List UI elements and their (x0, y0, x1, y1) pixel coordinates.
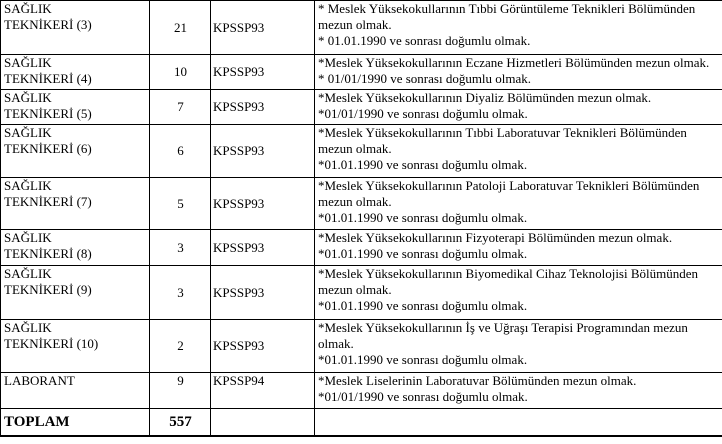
quantity-value: 10 (174, 64, 187, 79)
requirement-line: *Meslek Yüksekokullarının Diyaliz Bölümünden mezun olmak. (318, 90, 652, 105)
position-title-line2: TEKNİKERİ (4) (4, 71, 92, 86)
code-cell (211, 178, 315, 230)
quantity-cell (150, 125, 211, 178)
position-title-line1: SAĞLIK (4, 90, 52, 105)
position-title-cell (1, 1, 150, 55)
quantity-value: 9 (177, 373, 184, 388)
requirement-line: *Meslek Yüksekokullarının Tıbbi Laboratuvar Teknikleri Bölümünden (318, 125, 687, 140)
requirement-line: *01.01.1990 ve sonrası doğumlu olmak. (318, 210, 528, 225)
requirement-line: *Meslek Yüksekokullarının Eczane Hizmetleri Bölümünden mezun olmak. (318, 55, 710, 70)
code-cell (211, 90, 315, 125)
quantity-value: 3 (177, 284, 184, 300)
code-value: KPSSP93 (213, 239, 265, 255)
requirement-line: *Meslek Liselerinin Laboratuvar Bölümünden mezun olmak. (318, 373, 637, 388)
code-value: KPSSP93 (213, 143, 265, 158)
requirement-line: *Meslek Yüksekokullarının İş ve Uğraşı Terapisi Programından mezun (318, 320, 688, 335)
position-title-line1: SAĞLIK (4, 266, 52, 281)
code-cell (211, 125, 315, 178)
requirements-cell (315, 266, 722, 320)
requirement-line: * Meslek Yüksekokullarının Tıbbi Görüntüleme Teknikleri Bölümünden (318, 1, 696, 16)
position-title-cell (1, 373, 150, 409)
total-label: TOPLAM (4, 414, 70, 430)
position-title-cell (1, 125, 150, 178)
table-row (1, 230, 722, 266)
position-title-line2: TEKNİKERİ (8) (4, 246, 92, 261)
requirements-cell (315, 125, 722, 178)
requirement-line: *01/01/1990 ve sonrası doğumlu olmak. (318, 389, 528, 404)
table-row (1, 90, 722, 125)
total-label-cell (1, 409, 150, 436)
code-cell (211, 55, 315, 90)
code-cell (211, 266, 315, 320)
total-row (1, 409, 722, 436)
position-title-line1: SAĞLIK (4, 320, 52, 335)
requirement-line: *Meslek Yüksekokullarının Fizyoterapi Bölümünden mezun olmak. (318, 230, 673, 245)
requirement-line: *01.01.1990 ve sonrası doğumlu olmak. (318, 298, 528, 313)
table-row (1, 178, 722, 230)
table-row (1, 320, 722, 373)
requirement-line: mezun olmak. (318, 282, 392, 297)
position-title-line1: SAĞLIK (4, 125, 52, 140)
requirements-cell (315, 230, 722, 266)
requirements-cell (315, 320, 722, 373)
quantity-cell (150, 1, 211, 55)
quantity-cell (150, 320, 211, 373)
requirements-cell (315, 1, 722, 55)
position-title-cell (1, 266, 150, 320)
requirement-line: *Meslek Yüksekokullarının Biyomedikal Cihaz Teknolojisi Bölümünden (318, 266, 699, 281)
table-row (1, 55, 722, 90)
position-title-line2: TEKNİKERİ (9) (4, 282, 92, 297)
quantity-value: 2 (177, 338, 184, 353)
position-title-cell (1, 90, 150, 125)
table-row (1, 1, 722, 55)
quantity-value: 6 (177, 143, 184, 158)
code-cell (211, 373, 315, 409)
requirements-cell (315, 55, 722, 90)
requirement-line: * 01.01.1990 ve sonrası doğumlu olmak. (318, 33, 531, 48)
code-cell (211, 1, 315, 55)
requirement-line: *01.01.1990 ve sonrası doğumlu olmak. (318, 246, 528, 261)
code-value: KPSSP94 (213, 373, 265, 388)
position-title-line2: TEKNİKERİ (5) (4, 106, 92, 121)
position-title-line2: TEKNİKERİ (6) (4, 141, 92, 156)
quantity-cell (150, 230, 211, 266)
quantity-value: 21 (174, 19, 187, 35)
quantity-cell (150, 90, 211, 125)
requirement-line: *01.01.1990 ve sonrası doğumlu olmak. (318, 352, 528, 367)
position-title-line2: TEKNİKERİ (7) (4, 194, 92, 209)
requirement-line: *01.01.1990 ve sonrası doğumlu olmak. (318, 157, 528, 172)
position-title-cell (1, 230, 150, 266)
requirements-cell (315, 90, 722, 125)
code-value: KPSSP93 (213, 99, 265, 114)
position-title-line2: TEKNİKERİ (10) (4, 336, 99, 351)
quantity-value: 7 (177, 99, 184, 114)
requirement-line: *Meslek Yüksekokullarının Patoloji Laboratuvar Teknikleri Bölümünden (318, 178, 700, 193)
position-title-cell (1, 178, 150, 230)
code-cell (211, 230, 315, 266)
quantity-cell (150, 178, 211, 230)
quantity-value: 3 (177, 239, 184, 255)
code-value: KPSSP93 (213, 284, 265, 300)
requirements-cell (315, 373, 722, 409)
quantity-cell (150, 373, 211, 409)
table-row (1, 373, 722, 409)
code-value: KPSSP93 (213, 338, 265, 353)
table-row (1, 125, 722, 178)
position-title-line1: SAĞLIK (4, 1, 52, 16)
position-title-line1: SAĞLIK (4, 55, 52, 70)
position-title-line1: SAĞLIK (4, 178, 52, 193)
requirement-line: olmak. (318, 336, 354, 351)
position-title-line1: LABORANT (4, 373, 75, 388)
total-empty-cell (211, 409, 315, 436)
requirements-cell (315, 178, 722, 230)
requirement-line: mezun olmak. (318, 141, 392, 156)
total-value-cell (150, 409, 211, 436)
positions-table-body (1, 1, 722, 436)
requirement-line: * 01/01/1990 ve sonrası doğumlu olmak. (318, 71, 532, 86)
requirement-line: *01/01/1990 ve sonrası doğumlu olmak. (318, 106, 528, 121)
position-title-line1: SAĞLIK (4, 230, 52, 245)
code-value: KPSSP93 (213, 195, 265, 211)
quantity-cell (150, 55, 211, 90)
position-title-cell (1, 320, 150, 373)
requirement-line: mezun olmak. (318, 194, 392, 209)
code-value: KPSSP93 (213, 19, 265, 35)
code-cell (211, 320, 315, 373)
code-value: KPSSP93 (213, 64, 265, 79)
table-row (1, 266, 722, 320)
quantity-value: 5 (177, 195, 184, 211)
position-title-line2: TEKNİKERİ (3) (4, 17, 92, 32)
total-value: 557 (169, 414, 192, 430)
total-empty-cell (315, 409, 722, 436)
requirement-line: mezun olmak. (318, 17, 392, 32)
quantity-cell (150, 266, 211, 320)
position-title-cell (1, 55, 150, 90)
